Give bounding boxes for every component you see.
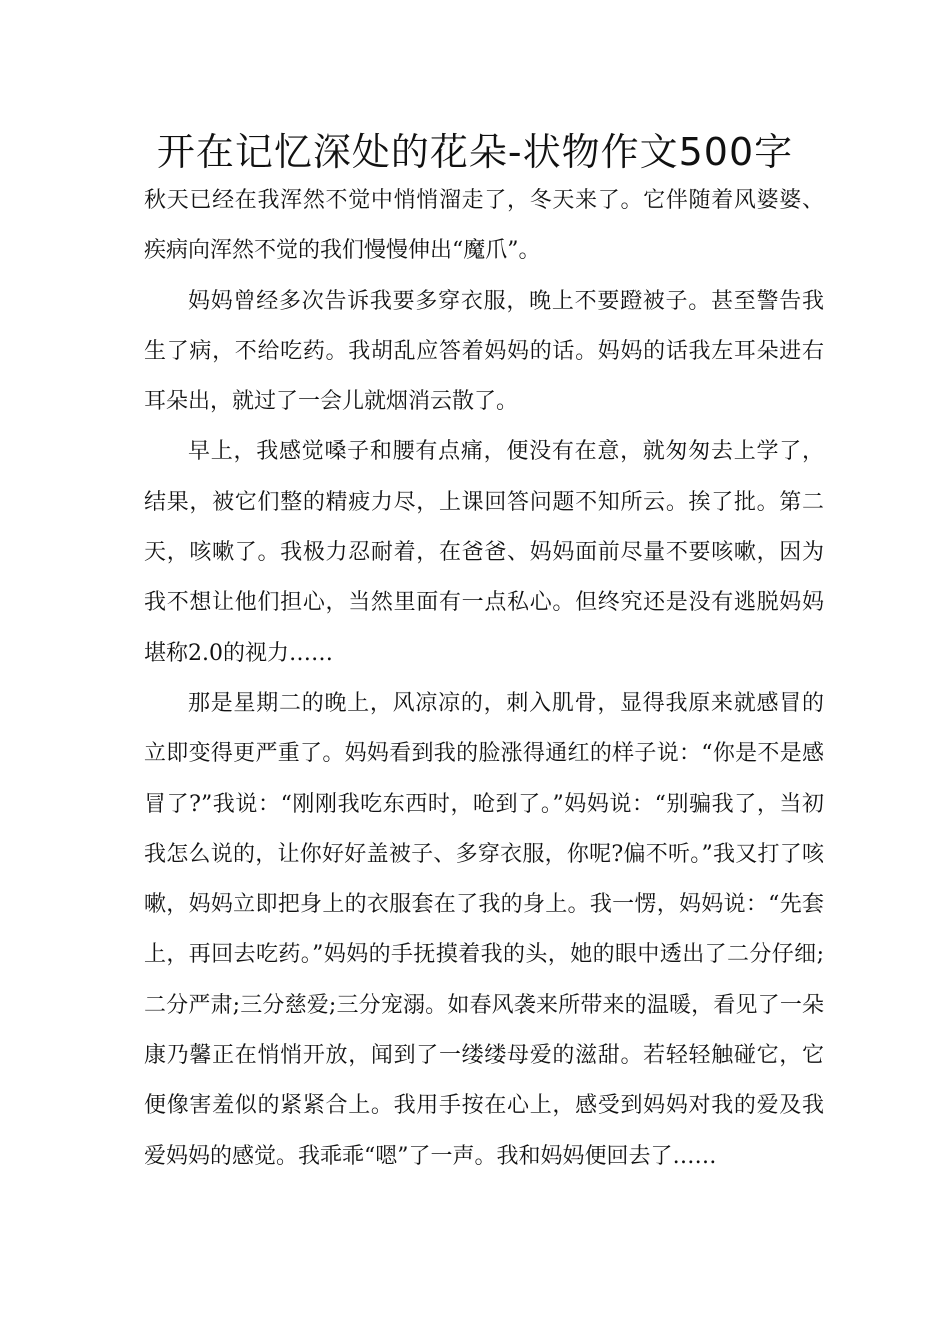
paragraph-1: 秋天已经在我浑然不觉中悄悄溜走了，冬天来了。它伴随着风婆婆、疾病向浑然不觉的我们慢慢伸出“魔爪”。 bbox=[144, 188, 824, 264]
paragraph-3: 早上，我感觉嗓子和腰有点痛，便没有在意，就匆匆去上学了，结果，被它们整的精疲力尽，上课回答问题不知所云。挨了批。第二天，咳嗽了。我极力忍耐着，在爸爸、妈妈面前尽量不要咳嗽，因为我不想让他们担心，当然里面有一点私心。但终究还是没有逃脱妈妈堪称2.0的视力…… bbox=[144, 439, 824, 666]
paragraph-2: 妈妈曾经多次告诉我要多穿衣服，晚上不要蹬被子。甚至警告我生了病，不给吃药。我胡乱应答着妈妈的话。妈妈的话我左耳朵进右耳朵出，就过了一会儿就烟消云散了。 bbox=[144, 288, 824, 415]
document-title: 开在记忆深处的花朵-状物作文500字 bbox=[156, 130, 794, 174]
document-body bbox=[144, 176, 824, 1182]
paragraph-4: 那是星期二的晚上，风凉凉的，刺入肌骨，显得我原来就感冒的立即变得更严重了。妈妈看到我的脸涨得通红的样子说：“你是不是感冒了?”我说：“刚刚我吃东西时，呛到了。”妈妈说：“别骗我了，当初我怎么说的，让你好好盖被子、多穿衣服，你呢?偏不听。”我又打了咳嗽，妈妈立即把身上的衣服套在了我的身上。我一愣，妈妈说：“先套上，再回去吃药。”妈妈的手抚摸着我的头，她的眼中透出了二分仔细;二分严肃;三分慈爱;三分宠溺。如春风袭来所带来的温暖，看见了一朵康乃馨正在悄悄开放，闻到了一缕缕母爱的滋甜。若轻轻触碰它，它便像害羞似的紧紧合上。我用手按在心上，感受到妈妈对我的爱及我爱妈妈的感觉。我乖乖“嗯”了一声。我和妈妈便回去了…… bbox=[144, 690, 824, 1169]
